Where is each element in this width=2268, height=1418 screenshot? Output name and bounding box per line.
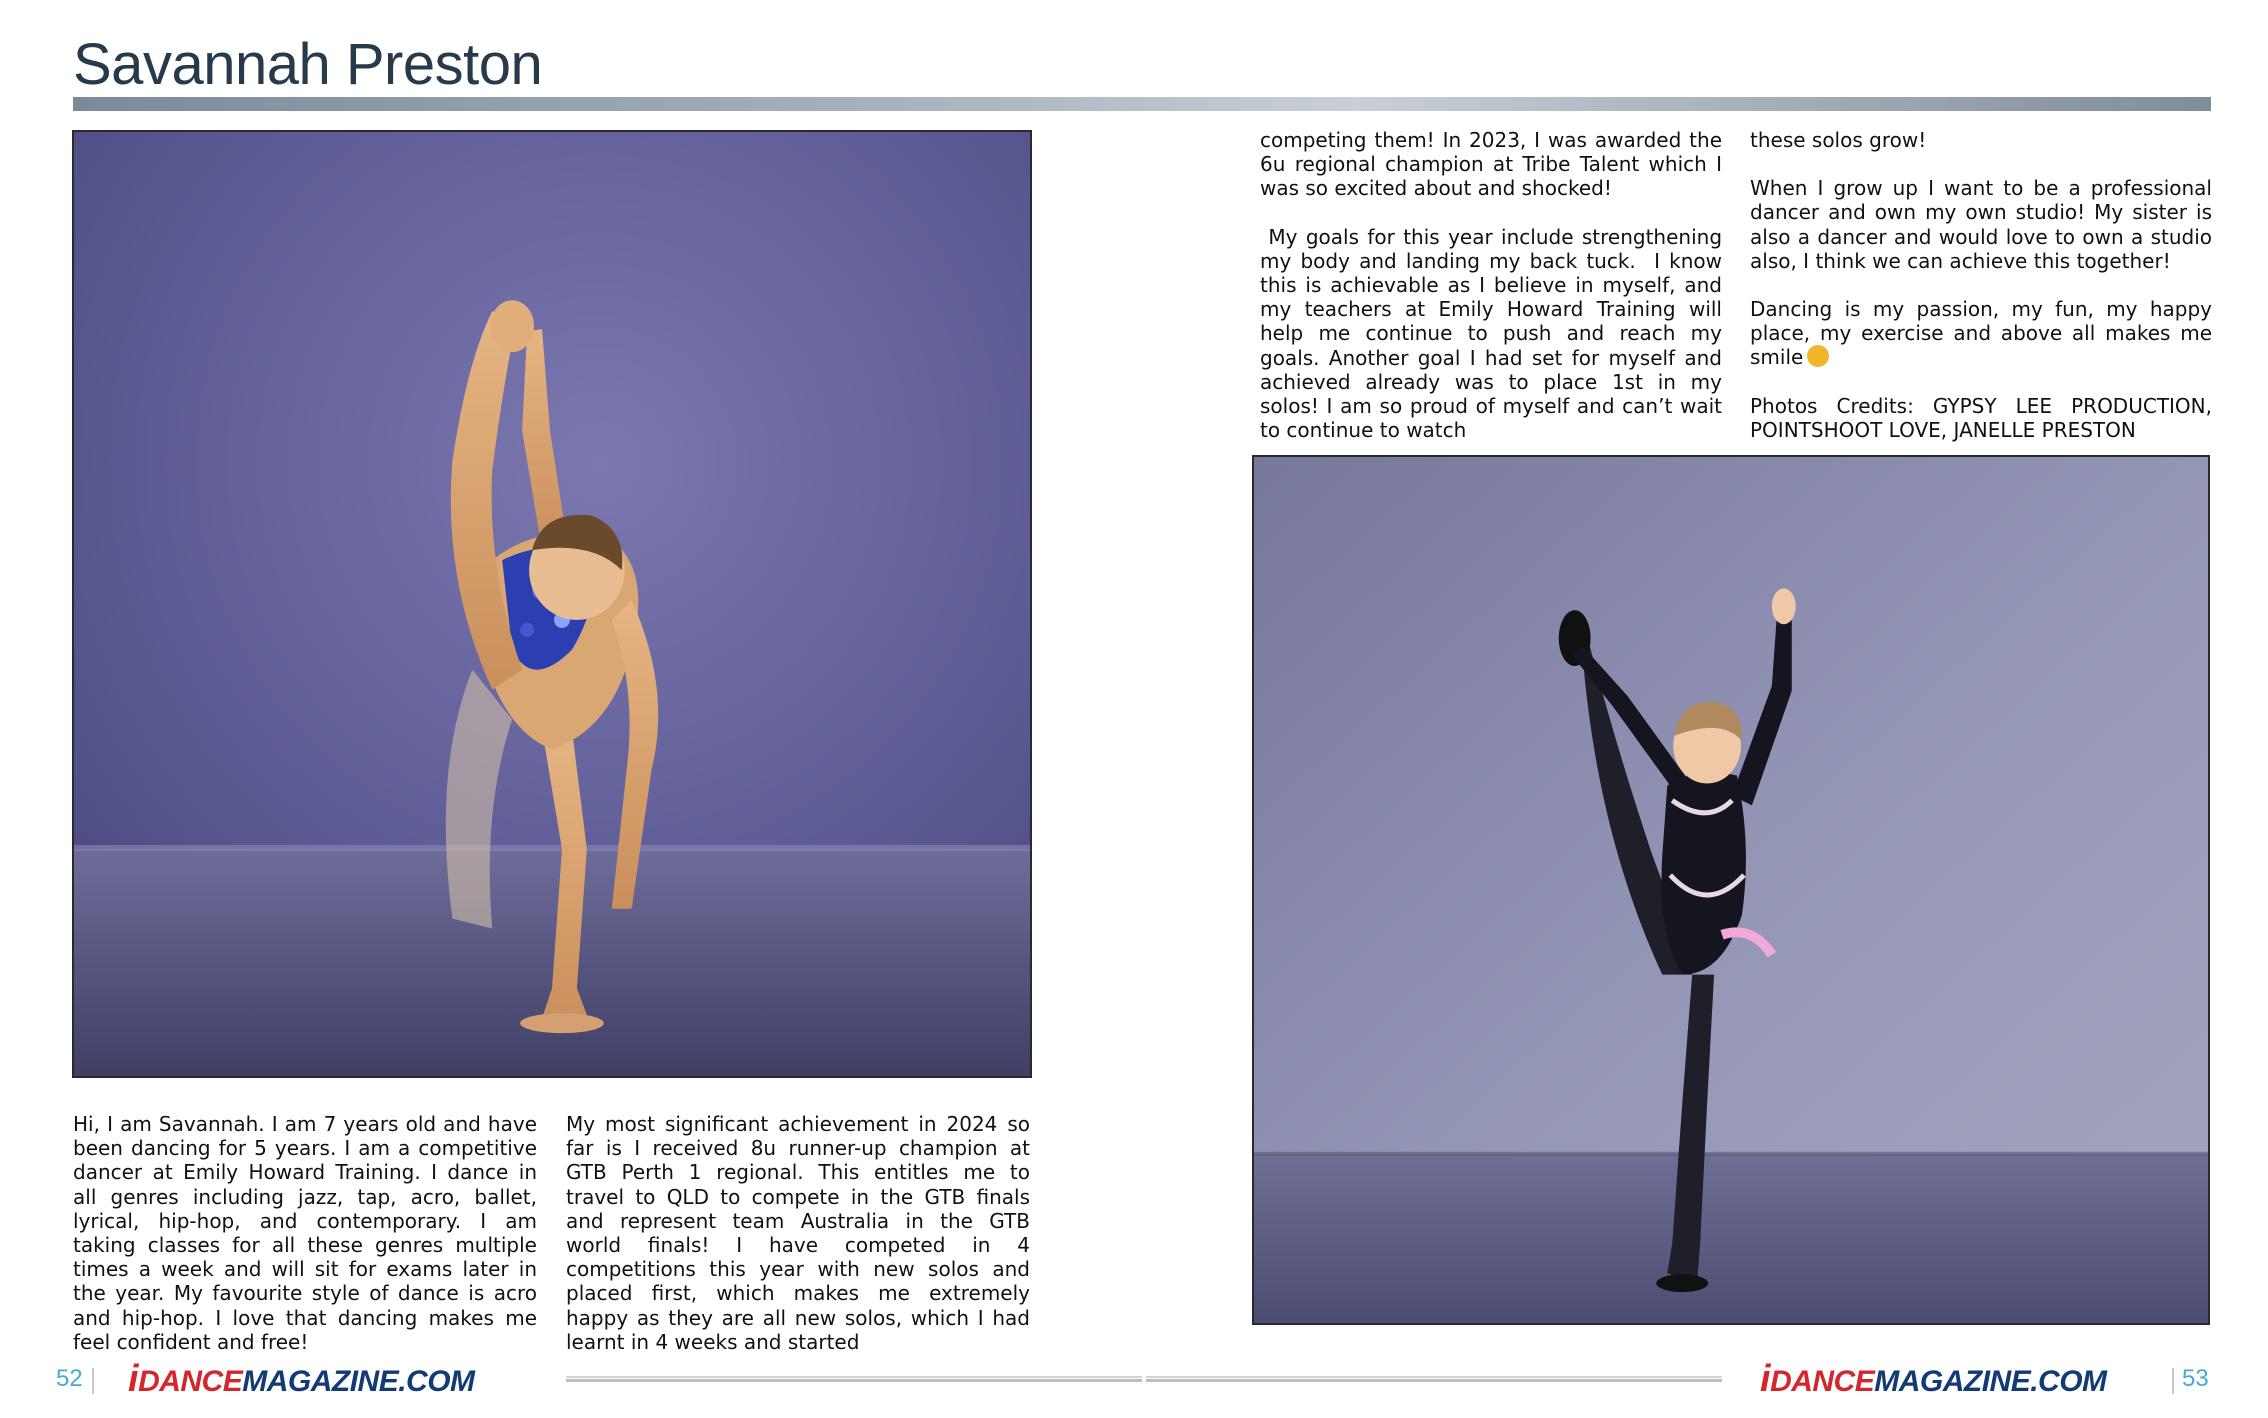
footer-rule-left <box>566 1376 1142 1382</box>
paragraph-passion <box>1750 297 2212 370</box>
footer-rule-right <box>1146 1376 1722 1382</box>
paragraph-future-studio: When I grow up I want to be a professional dancer and own my own studio! My sister is also a dancer and would love to own a studio also, I think we can achieve this together! <box>1750 176 2212 273</box>
photo-dancer-kick <box>1252 455 2210 1325</box>
photo-dancer-acro <box>72 130 1032 1078</box>
right-text-column-1 <box>1260 128 1729 466</box>
page-number-right: 53 <box>2182 1365 2209 1392</box>
smile-emoji-icon <box>1807 345 1829 367</box>
idance-magazine-logo-right: iDANCEMAGAZINE.COM <box>1760 1358 2107 1400</box>
left-text-column-1: Hi, I am Savannah. I am 7 years old and have been dancing for 5 years. I am a competitive dancer at Emily Howard Training. I dance in all genres including jazz, tap, acro, ballet, lyrical, hip-hop, and contemporary. I am taking classes for all these genres multiple times a week and will sit for exams later in the year. My favourite style of dance is acro and hip-hop. I love that dancing makes me feel confident and free! <box>73 1112 537 1354</box>
page-number-left: 52 <box>56 1365 83 1392</box>
page-title: Savannah Preston <box>73 32 543 97</box>
paragraph-solos-grow: these solos grow! <box>1750 128 1927 152</box>
passion-text: Dancing is my passion, my fun, my happy place, my exercise and above all makes me smile <box>1750 297 2212 370</box>
title-underline-bar <box>73 97 2211 111</box>
paragraph-goals: My goals for this year include strengthening my body and landing my back tuck. I know this is achievable as I believe in myself, and my teachers at Emily Howard Training will help me continue to push and reach my goals. Another goal I had set for myself and achieved already was to place 1st in my solos! I am so proud of myself and can’t wait to continue to watch <box>1260 224 1729 443</box>
idance-magazine-logo-left: iDANCEMAGAZINE.COM <box>128 1358 475 1400</box>
left-text-column-2: My most significant achievement in 2024 so far is I received 8u runner-up champion at GTB Perth 1 regional. This entitles me to travel to QLD to compete in the GTB finals and represent team Australia in the GTB world finals! I have competed in 4 competitions this year with new solos and placed first, which makes me extremely happy as they are all new solos, which I had learnt in 4 weeks and started <box>566 1112 1030 1354</box>
paragraph-photo-credits: Photos Credits: GYPSY LEE PRODUCTION, POINTSHOOT LOVE, JANELLE PRESTON <box>1750 393 2212 442</box>
right-text-column-2 <box>1750 128 2212 466</box>
page-number-divider-right <box>2172 1368 2174 1394</box>
page-number-divider-left <box>92 1368 94 1394</box>
paragraph-achievement-continued: competing them! In 2023, I was awarded the 6u regional champion at Tribe Talent which I was so excited about and shocked! <box>1260 128 1722 201</box>
